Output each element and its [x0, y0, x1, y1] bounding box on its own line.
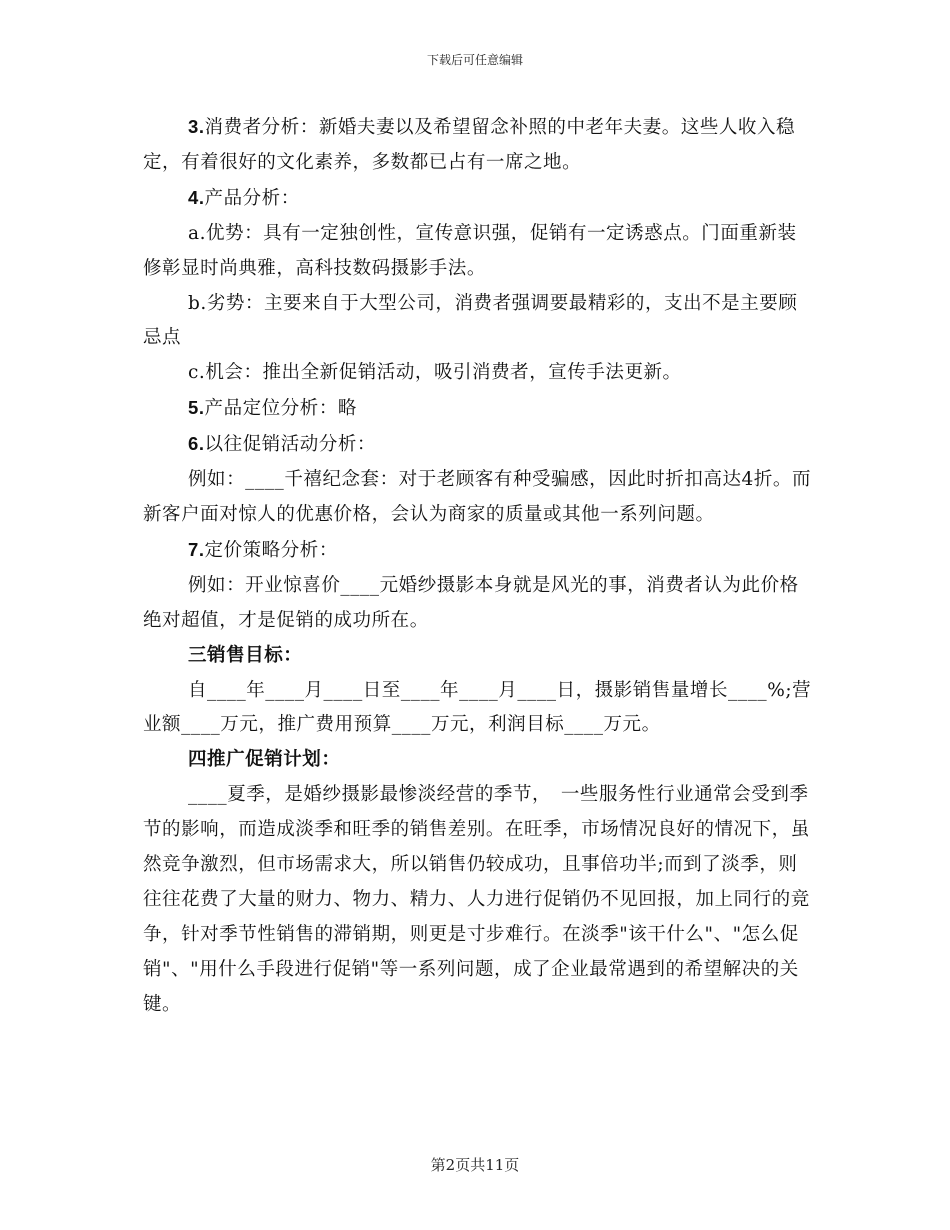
heading-text: 四推广促销计划： — [188, 749, 341, 771]
heading-sales-target — [143, 639, 815, 674]
paragraph-promotion-plan — [143, 778, 815, 1022]
paragraph-product-analysis — [143, 181, 815, 217]
paragraph-text: b.劣势：主要来自于大型公司，消费者强调要最精彩的，支出不是主要顾忌点 — [143, 292, 798, 349]
paragraph-text: 产品分析： — [204, 187, 300, 209]
paragraph-positioning — [143, 391, 815, 427]
section-number: 4. — [188, 186, 205, 208]
paragraph-text: 例如：开业惊喜价____元婚纱摄影本身就是风光的事，消费者认为此价格绝对超值，才是促销的成功所在。 — [143, 574, 799, 631]
section-number: 5. — [188, 397, 205, 419]
paragraph-text: 产品定位分析：略 — [204, 398, 357, 420]
paragraph-opportunities — [143, 356, 815, 391]
paragraph-text: a.优势：具有一定独创性，宣传意识强，促销有一定诱惑点。门面重新装修彰显时尚典雅，高科技数码摄影手法。 — [143, 222, 797, 279]
paragraph-example-2 — [143, 569, 815, 639]
paragraph-text: 例如：____千禧纪念套：对于老顾客有种受骗感，因此时折扣高达4折。而新客户面对惊人的优惠价格，会认为商家的质量或其他一系列问题。 — [143, 469, 812, 525]
paragraph-text: c.机会：推出全新促销活动，吸引消费者，宣传手法更新。 — [188, 362, 682, 384]
paragraph-strengths — [143, 217, 815, 287]
paragraph-weaknesses — [143, 287, 815, 357]
heading-promotion-plan — [143, 743, 815, 778]
section-number: 3. — [188, 116, 205, 137]
section-number: 7. — [188, 538, 205, 560]
page-header: 下载后可任意编辑 — [426, 53, 523, 67]
paragraph-text: 定价策略分析： — [204, 539, 338, 561]
paragraph-example-1 — [143, 463, 815, 533]
document-body — [143, 110, 815, 1023]
page-footer: 第2页共11页 — [430, 1156, 520, 1174]
heading-text: 三销售目标： — [188, 644, 303, 666]
paragraph-text: 以往促销活动分析： — [204, 434, 376, 456]
paragraph-text: ____夏季，是婚纱摄影最惨淡经营的季节， 一些服务性行业通常会受到季节的影响，而造成淡季和旺季的销售差别。在旺季，市场情况良好的情况下，虽然竞争激烈，但市场需求大，所以销售仍较成功，且事倍功半;而到了淡季，则往往花费了大量的财力、物力、精力、人力进行促销仍不见回报，加上同行的竞争，针对季节性销售的滞销期，则更是寸步难行。在淡季"该干什么"、"怎么促销"、"用什么手段进行促销"等一系列问题，成了企业最常遇到的希望解决的关键。 — [143, 784, 810, 1015]
paragraph-consumer-analysis — [143, 110, 815, 181]
paragraph-sales-target — [143, 674, 815, 744]
section-number: 6. — [188, 433, 205, 455]
paragraph-past-promotions — [143, 427, 815, 463]
paragraph-text: 消费者分析：新婚夫妻以及希望留念补照的中老年夫妻。这些人收入稳定，有着很好的文化素养，多数都已占有一席之地。 — [143, 117, 796, 173]
paragraph-text: 自____年____月____日至____年____月____日，摄影销售量增长____%;营业额____万元，推广费用预算____万元，利润目标____万元。 — [143, 679, 812, 736]
paragraph-pricing — [143, 533, 815, 569]
